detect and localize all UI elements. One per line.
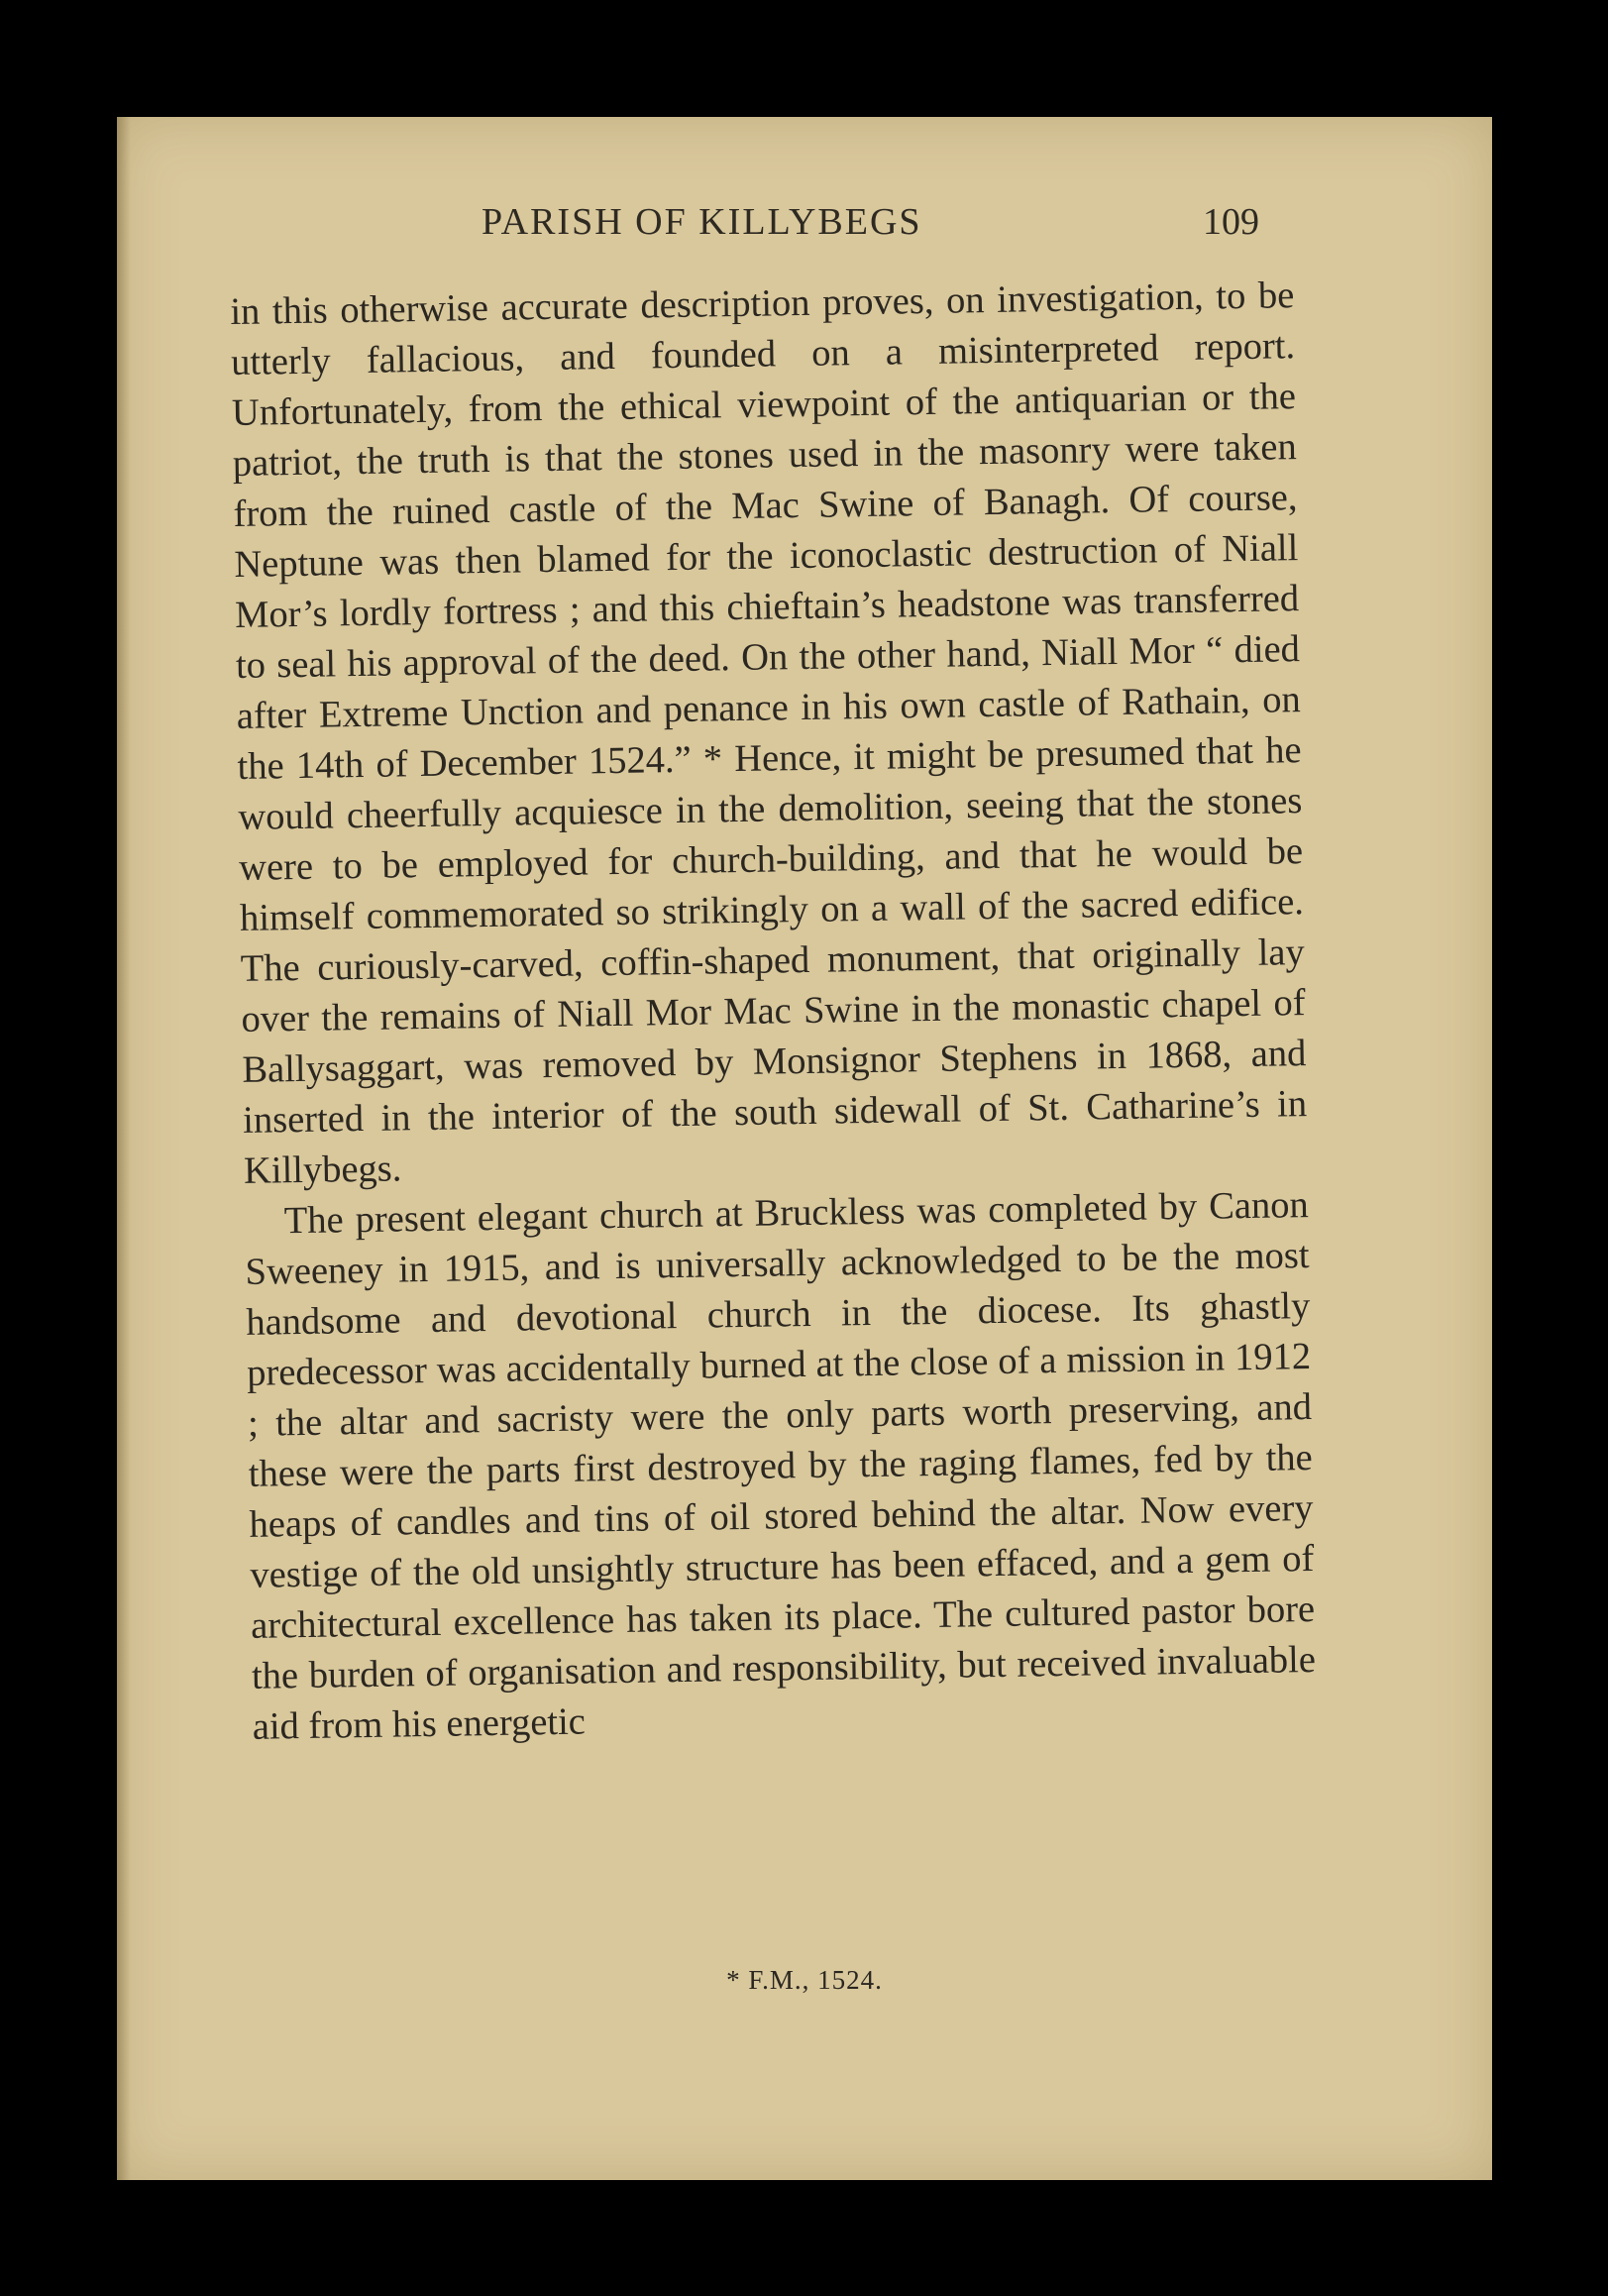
footnote: * F.M., 1524.	[726, 1965, 883, 1995]
page-number: 109	[1203, 201, 1259, 243]
paragraph-2: The present elegant church at Bruckless was completed by Canon Sweeney in 1915, and is universally acknowledged to be the most handsome and devotional church in the diocese. Its ghastly predecessor was accidentally burned at the close of a mission in 1912 ; the altar and sacristy were the only parts worth preserving, and these were the parts first destroyed by the raging flames, fed by the heaps of candles and tins of oil stored behind the altar. Now every vestige of the old unsightly structure has been effaced, and a gem of architectural excellence has taken its place. The cultured pastor bore the burden of organisation and responsibility, but received invaluable aid from his energetic	[245, 1184, 1317, 1748]
book-page	[117, 117, 1492, 2180]
running-head	[117, 200, 1492, 260]
paragraph-1: in this otherwise accurate description proves, on investigation, to be utterly fallacious, and founded on a misinterpreted report. Unfortunately, from the ethical viewpoint of the antiquarian or the patriot, the truth is that the stones used in the masonry were taken from the ruined castle of the Mac Swine of Banagh. Of course, Neptune was then blamed for the iconoclastic destruction of Niall Mor’s lordly fortress ; and this chieftain’s headstone was transferred to seal his approval of the deed. On the other hand, Niall Mor “ died after Extreme Unction and penance in his own castle of Rathain, on the 14th of December 1524.” * Hence, it might be presumed that he would cheerfully acquiesce in the demolition, seeing that the stones were to be employed for church-building, and that he would be himself commemorated so strikingly on a wall of the sacred edifice. The curiously-carved, coffin-shaped monument, that originally lay over the remains of Niall Mor Mac Swine in the monastic chapel of Ballysaggart, was removed by Monsignor Stephens in 1868, and inserted in the interior of the south sidewall of St. Catharine’s in Killybegs.	[230, 274, 1308, 1192]
body-text	[230, 271, 1317, 1753]
running-head-title: PARISH OF KILLYBEGS	[482, 201, 922, 243]
